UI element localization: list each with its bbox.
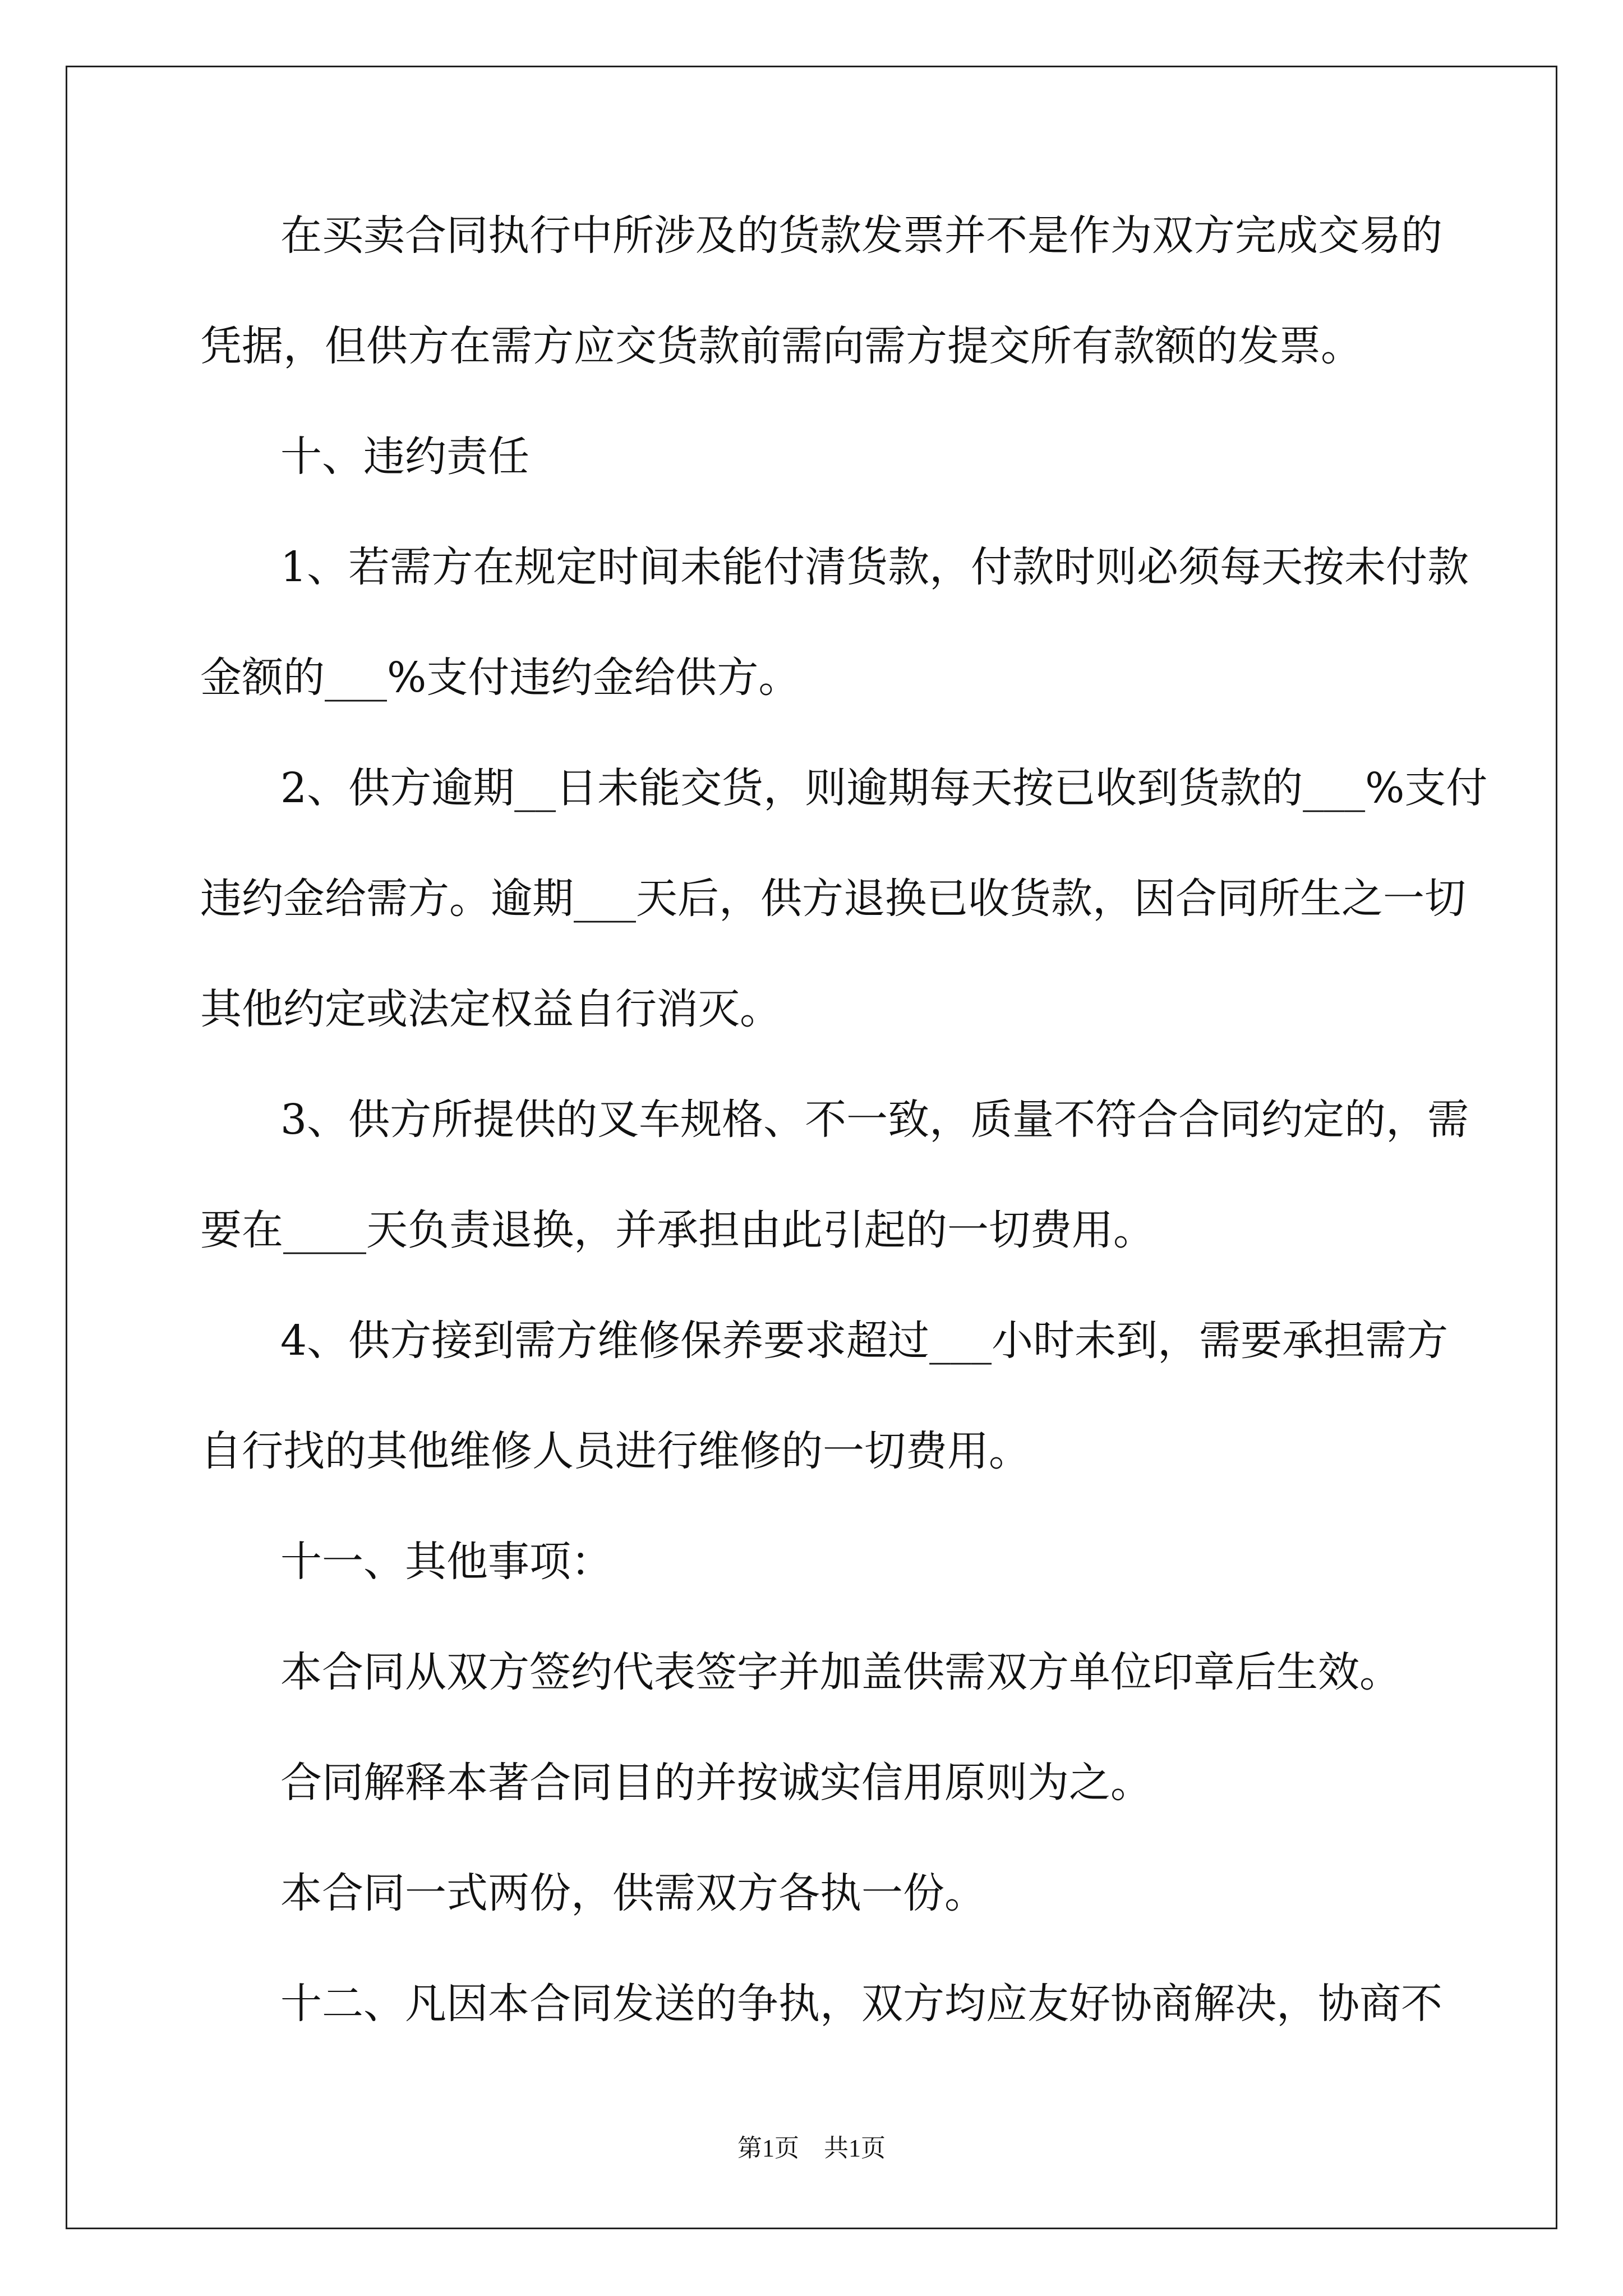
paragraph-line: 自行找的其他维修人员进行维修的一切费用。 xyxy=(200,1427,1030,1475)
paragraph-line: 本合同一式两份，供需双方各执一份。 xyxy=(280,1869,986,1917)
paragraph-line: 金额的___%支付违约金给供方。 xyxy=(200,654,800,702)
paragraph-line: 凭据，但供方在需方应交货款前需向需方提交所有款额的发票。 xyxy=(200,322,1362,370)
paragraph-line: 违约金给需方。逾期___天后，供方退换已收货款，因合同所生之一切 xyxy=(200,875,1466,923)
paragraph-line: 其他约定或法定权益自行消灭。 xyxy=(200,985,781,1033)
paragraph-line: 本合同从双方签约代表签字并加盖供需双方单位印章后生效。 xyxy=(280,1648,1401,1696)
paragraph-line: 在买卖合同执行中所涉及的货款发票并不是作为双方完成交易的 xyxy=(280,211,1442,260)
paragraph-line: 十二、凡因本合同发送的争执，双方均应友好协商解决，协商不 xyxy=(280,1980,1442,2028)
paragraph-line: 1、若需方在规定时间未能付清货款，付款时则必须每天按未付款 xyxy=(280,543,1469,591)
paragraph-line: 3、供方所提供的叉车规格、不一致，质量不符合合同约定的，需 xyxy=(280,1096,1469,1144)
page-footer: 第1页 共1页 xyxy=(737,2134,886,2162)
section-heading: 十、违约责任 xyxy=(280,432,529,481)
paragraph-line: 4、供方接到需方维修保养要求超过___小时未到，需要承担需方 xyxy=(280,1317,1449,1365)
paragraph-line: 2、供方逾期__日未能交货，则逾期每天按已收到货款的___%支付 xyxy=(280,764,1488,812)
section-heading: 十一、其他事项： xyxy=(280,1538,612,1586)
paragraph-line: 要在____天负责退换，并承担由此引起的一切费用。 xyxy=(200,1206,1155,1254)
paragraph-line: 合同解释本著合同目的并按诚实信用原则为之。 xyxy=(280,1759,1152,1807)
